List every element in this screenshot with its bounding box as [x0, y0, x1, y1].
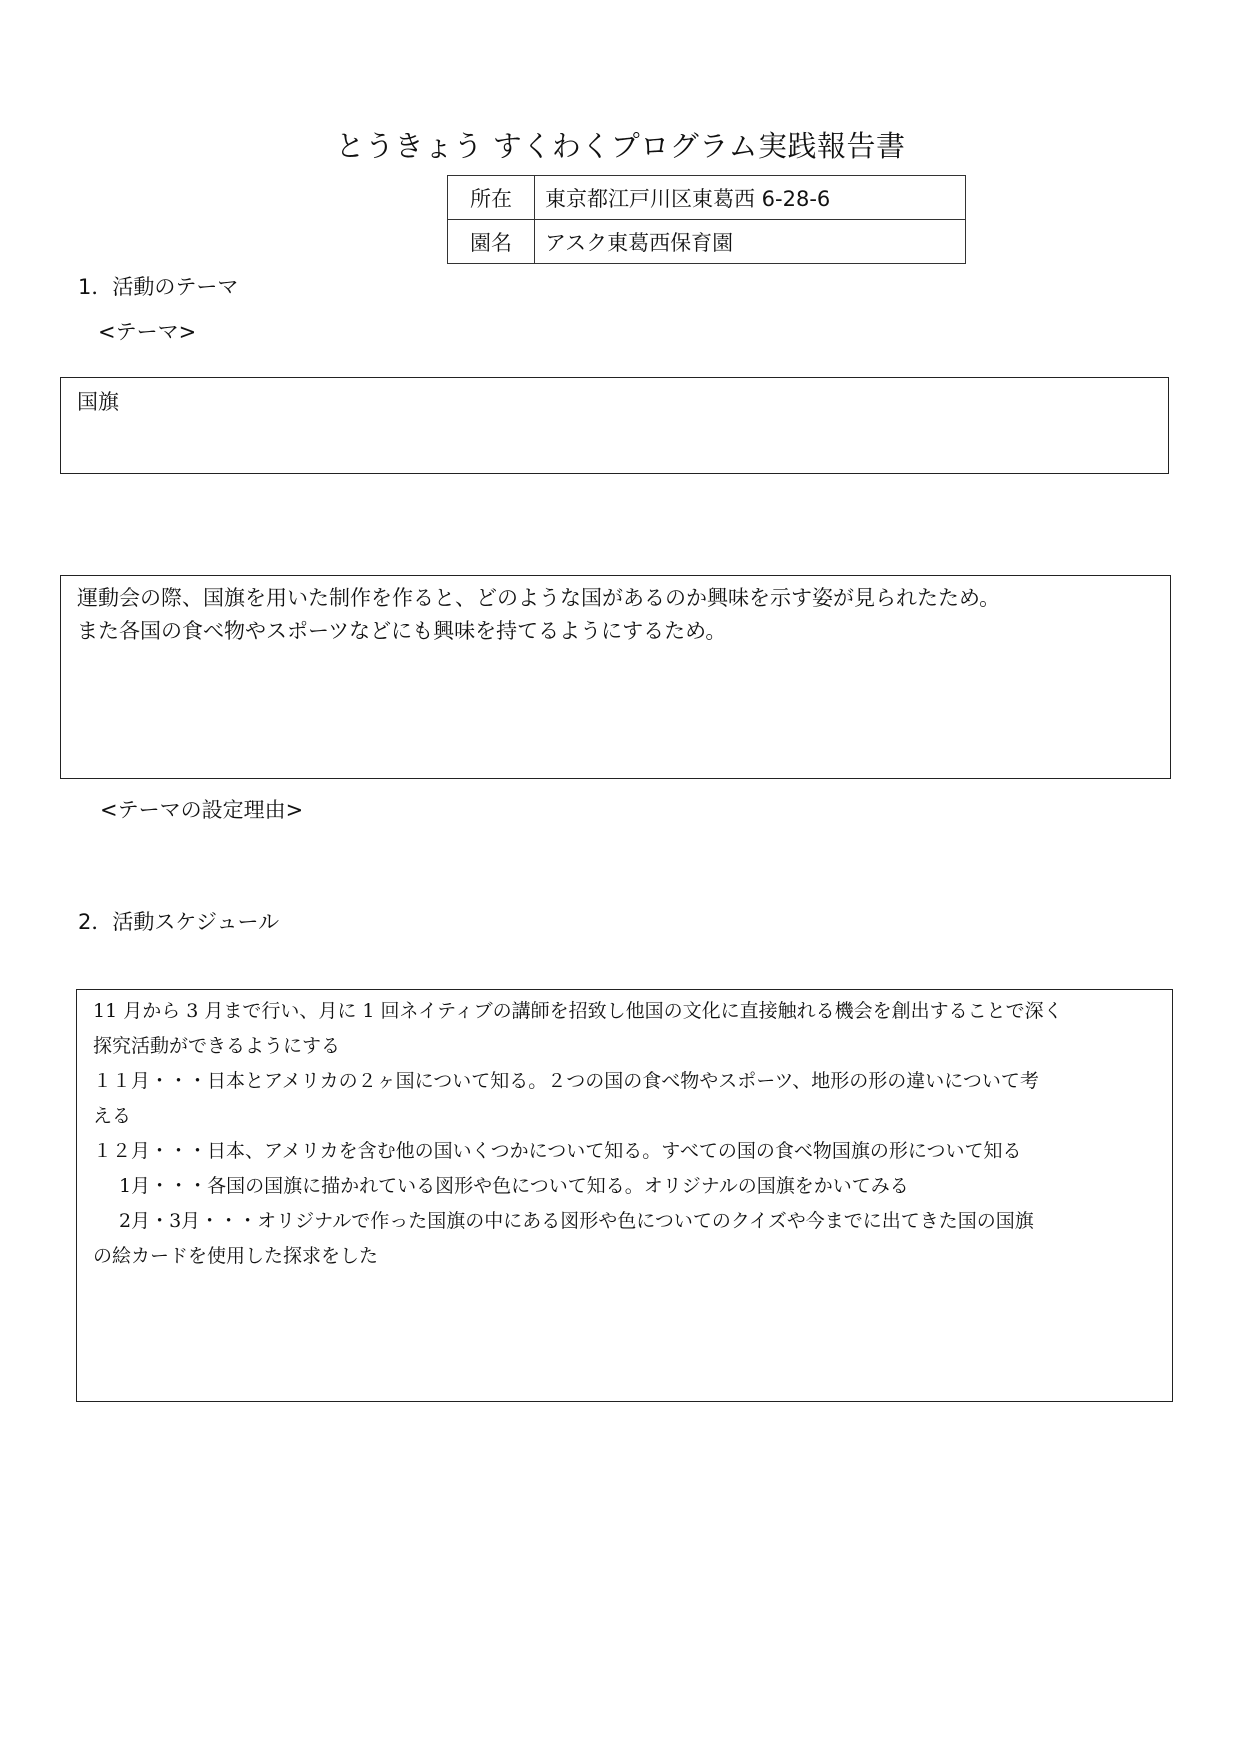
schedule-line: の絵カードを使用した探求をした — [93, 1245, 379, 1267]
schedule-line: 2月・3月・・・オリジナルで作った国旗の中にある図形や色についてのクイズや今までに出てきた国の国旗 — [119, 1210, 1034, 1232]
theme-reason-box — [60, 575, 1171, 779]
theme-text: 国旗 — [77, 390, 119, 414]
theme-reason-label: <テーマの設定理由> — [100, 798, 304, 822]
facility-name-label: 園名 — [448, 220, 535, 264]
location-label: 所在 — [448, 176, 535, 220]
location-value: 東京都江戸川区東葛西 6-28-6 — [535, 176, 966, 220]
section2-heading: 2．活動スケジュール — [78, 910, 280, 934]
schedule-line: 1月・・・各国の国旗に描かれている図形や色について知る。オリジナルの国旗をかいてみる — [119, 1175, 909, 1197]
facility-name-value: アスク東葛西保育園 — [535, 220, 966, 264]
schedule-line: 11 月から 3 月まで行い、月に 1 回ネイティブの講師を招致し他国の文化に直接触れる機会を創出することで深く — [93, 1000, 1063, 1022]
schedule-line: １２月・・・日本、アメリカを含む他の国いくつかについて知る。すべての国の食べ物国旗の形について知る — [93, 1140, 1022, 1162]
page-title: とうきょう すくわくプログラム実践報告書 — [335, 129, 906, 163]
schedule-line: １１月・・・日本とアメリカの２ヶ国について知る。２つの国の食べ物やスポーツ、地形の形の違いについて考 — [93, 1070, 1039, 1092]
schedule-line: える — [93, 1105, 132, 1127]
location-row — [448, 176, 966, 220]
schedule-line: 探究活動ができるようにする — [93, 1035, 341, 1057]
facility-name-row — [448, 220, 966, 264]
theme-box — [60, 377, 1169, 474]
section1-heading: 1．活動のテーマ — [78, 275, 239, 299]
schedule-box — [76, 989, 1173, 1402]
reason-line: また各国の食べ物やスポーツなどにも興味を持てるようにするため。 — [77, 619, 727, 643]
reason-line: 運動会の際、国旗を用いた制作を作ると、どのような国があるのか興味を示す姿が見られたため。 — [77, 586, 1001, 610]
facility-info-table — [447, 175, 966, 264]
theme-label: <テーマ> — [98, 320, 197, 344]
